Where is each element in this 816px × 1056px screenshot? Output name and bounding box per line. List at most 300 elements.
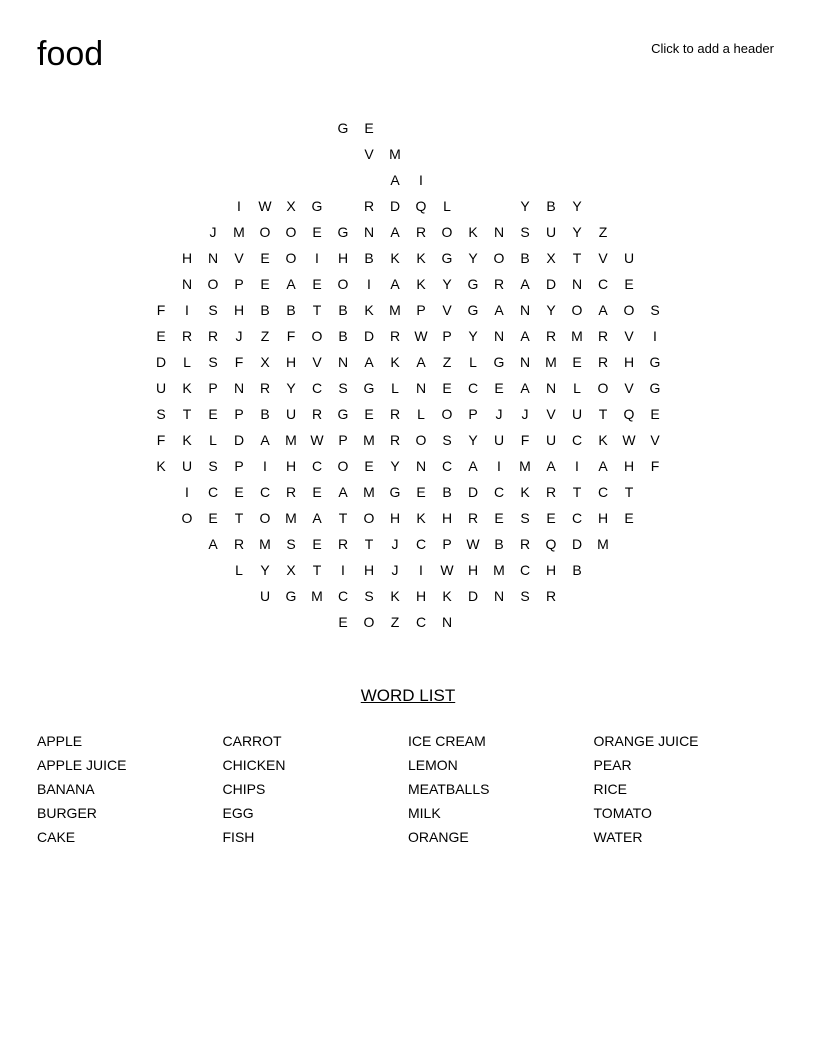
grid-letter: E <box>494 510 504 526</box>
grid-letter: Y <box>572 224 582 240</box>
grid-letter: O <box>493 250 505 266</box>
grid-letter: C <box>571 510 583 526</box>
grid-letter: A <box>390 276 400 292</box>
grid-letter: B <box>494 536 504 552</box>
word-list-item: MEATBALLS <box>408 781 490 797</box>
grid-letter: E <box>312 484 322 500</box>
grid-letter: I <box>341 562 345 578</box>
grid-letter: X <box>546 250 556 266</box>
grid-letter: T <box>338 510 348 526</box>
grid-letter: M <box>571 328 583 344</box>
grid-row <box>148 505 668 531</box>
grid-letter: O <box>337 458 349 474</box>
grid-row <box>148 271 668 297</box>
grid-letter: R <box>389 406 401 422</box>
grid-letter: U <box>493 432 505 448</box>
grid-letter: K <box>442 588 452 604</box>
grid-letter: O <box>285 250 297 266</box>
grid-letter: F <box>286 328 296 344</box>
grid-letter: Z <box>598 224 608 240</box>
grid-letter: J <box>209 224 217 240</box>
grid-row <box>148 453 668 479</box>
grid-letter: C <box>415 614 427 630</box>
grid-letter: R <box>181 328 193 344</box>
grid-letter: G <box>285 588 297 604</box>
grid-letter: T <box>572 484 582 500</box>
grid-letter: Y <box>468 328 478 344</box>
grid-letter: S <box>286 536 296 552</box>
grid-letter: W <box>258 198 272 214</box>
grid-letter: K <box>390 354 400 370</box>
grid-letter: C <box>311 380 323 396</box>
grid-letter: C <box>207 484 219 500</box>
grid-letter: O <box>571 302 583 318</box>
grid-letter: N <box>441 614 453 630</box>
grid-row <box>148 427 668 453</box>
grid-letter: A <box>208 536 218 552</box>
grid-letter: P <box>468 406 478 422</box>
word-list-item: CAKE <box>37 829 76 845</box>
grid-letter: H <box>623 354 635 370</box>
word-list-item: BANANA <box>37 781 95 797</box>
grid-letter: O <box>337 276 349 292</box>
grid-letter: T <box>598 406 608 422</box>
grid-letter: K <box>156 458 166 474</box>
grid-letter: T <box>312 302 322 318</box>
grid-row <box>148 141 668 167</box>
word-list-item: EGG <box>222 805 254 821</box>
grid-row <box>148 479 668 505</box>
grid-letter: E <box>494 380 504 396</box>
grid-letter: M <box>389 146 401 162</box>
grid-letter: H <box>181 250 193 266</box>
word-list-item: ORANGE JUICE <box>593 733 699 749</box>
grid-letter: K <box>182 380 192 396</box>
grid-letter: R <box>259 380 271 396</box>
grid-letter: K <box>364 302 374 318</box>
grid-letter: N <box>415 458 427 474</box>
grid-letter: E <box>624 276 634 292</box>
grid-letter: A <box>390 172 400 188</box>
grid-letter: S <box>650 302 660 318</box>
grid-letter: S <box>364 588 374 604</box>
grid-letter: K <box>468 224 478 240</box>
grid-letter: V <box>234 250 244 266</box>
grid-letter: I <box>185 484 189 500</box>
word-search-grid <box>148 115 668 635</box>
grid-letter: A <box>338 484 348 500</box>
grid-letter: O <box>441 406 453 422</box>
grid-letter: O <box>597 380 609 396</box>
grid-letter: R <box>545 484 557 500</box>
grid-letter: B <box>572 562 582 578</box>
grid-letter: I <box>653 328 657 344</box>
grid-letter: C <box>311 458 323 474</box>
grid-letter: B <box>546 198 556 214</box>
grid-letter: E <box>546 510 556 526</box>
grid-letter: J <box>235 328 243 344</box>
grid-row <box>148 401 668 427</box>
word-list <box>37 729 779 849</box>
grid-letter: I <box>185 302 189 318</box>
grid-letter: O <box>181 510 193 526</box>
grid-letter: R <box>337 536 349 552</box>
grid-letter: B <box>364 250 374 266</box>
grid-letter: U <box>545 432 557 448</box>
grid-letter: N <box>337 354 349 370</box>
grid-letter: M <box>519 458 531 474</box>
grid-letter: Q <box>415 198 427 214</box>
grid-letter: R <box>519 536 531 552</box>
word-list-item: TOMATO <box>593 805 652 821</box>
grid-letter: Y <box>572 198 582 214</box>
grid-letter: E <box>442 380 452 396</box>
grid-letter: T <box>624 484 634 500</box>
grid-letter: K <box>598 432 608 448</box>
grid-letter: F <box>520 432 530 448</box>
grid-letter: E <box>650 406 660 422</box>
grid-letter: Y <box>468 250 478 266</box>
grid-letter: L <box>443 198 451 214</box>
grid-letter: G <box>337 120 349 136</box>
grid-letter: P <box>442 328 452 344</box>
grid-letter: N <box>493 224 505 240</box>
grid-letter: N <box>545 380 557 396</box>
grid-letter: K <box>416 510 426 526</box>
grid-letter: H <box>545 562 557 578</box>
grid-letter: D <box>155 354 167 370</box>
grid-letter: Y <box>546 302 556 318</box>
grid-letter: H <box>337 250 349 266</box>
grid-letter: N <box>181 276 193 292</box>
grid-letter: A <box>468 458 478 474</box>
grid-letter: M <box>233 224 245 240</box>
grid-letter: N <box>571 276 583 292</box>
grid-letter: N <box>519 302 531 318</box>
grid-letter: D <box>571 536 583 552</box>
grid-letter: Y <box>520 198 530 214</box>
grid-letter: L <box>183 354 191 370</box>
word-list-item: APPLE JUICE <box>37 757 127 773</box>
grid-letter: C <box>467 380 479 396</box>
word-list-column <box>408 729 594 849</box>
grid-row <box>148 219 668 245</box>
grid-letter: W <box>414 328 428 344</box>
grid-letter: G <box>311 198 323 214</box>
grid-letter: E <box>624 510 634 526</box>
grid-letter: A <box>494 302 504 318</box>
grid-letter: O <box>363 614 375 630</box>
grid-letter: R <box>207 328 219 344</box>
grid-letter: I <box>263 458 267 474</box>
grid-row <box>148 531 668 557</box>
grid-letter: R <box>467 510 479 526</box>
grid-letter: V <box>624 328 634 344</box>
grid-letter: E <box>338 614 348 630</box>
grid-letter: Y <box>468 432 478 448</box>
grid-letter: G <box>363 380 375 396</box>
grid-letter: H <box>285 354 297 370</box>
grid-letter: S <box>520 224 530 240</box>
grid-letter: D <box>545 276 557 292</box>
grid-letter: M <box>363 484 375 500</box>
grid-letter: H <box>363 562 375 578</box>
grid-letter: O <box>207 276 219 292</box>
grid-letter: O <box>363 510 375 526</box>
grid-letter: Y <box>260 562 270 578</box>
grid-letter: M <box>311 588 323 604</box>
grid-letter: M <box>259 536 271 552</box>
grid-letter: E <box>312 276 322 292</box>
grid-letter: M <box>493 562 505 578</box>
grid-letter: U <box>155 380 167 396</box>
word-list-item: CHICKEN <box>222 757 286 773</box>
grid-letter: C <box>597 276 609 292</box>
grid-letter: P <box>234 458 244 474</box>
word-list-column <box>223 729 409 849</box>
grid-letter: T <box>572 250 582 266</box>
grid-letter: A <box>598 302 608 318</box>
word-list-item: WATER <box>593 829 643 845</box>
grid-letter: G <box>649 354 661 370</box>
grid-letter: Z <box>260 328 270 344</box>
grid-row <box>148 167 668 193</box>
word-list-item: RICE <box>593 781 627 797</box>
grid-letter: R <box>415 224 427 240</box>
page-title: food <box>37 35 104 73</box>
word-list-title: WORD LIST <box>360 686 456 705</box>
grid-row <box>148 297 668 323</box>
grid-letter: F <box>156 302 166 318</box>
grid-letter: P <box>208 380 218 396</box>
word-list-column <box>594 729 780 849</box>
grid-letter: L <box>209 432 217 448</box>
word-list-item: PEAR <box>593 757 632 773</box>
grid-letter: F <box>156 432 166 448</box>
word-list-item: CHIPS <box>222 781 266 797</box>
grid-letter: O <box>623 302 635 318</box>
grid-letter: W <box>310 432 324 448</box>
grid-letter: K <box>390 588 400 604</box>
grid-letter: L <box>417 406 425 422</box>
grid-letter: S <box>520 510 530 526</box>
grid-row <box>148 245 668 271</box>
grid-letter: P <box>338 432 348 448</box>
grid-letter: G <box>337 224 349 240</box>
grid-letter: X <box>286 198 296 214</box>
grid-letter: J <box>521 406 529 422</box>
grid-letter: G <box>649 380 661 396</box>
grid-letter: B <box>260 406 270 422</box>
grid-letter: E <box>312 224 322 240</box>
grid-row <box>148 557 668 583</box>
grid-letter: E <box>416 484 426 500</box>
grid-letter: C <box>259 484 271 500</box>
grid-letter: V <box>624 380 634 396</box>
grid-letter: O <box>415 432 427 448</box>
grid-letter: U <box>571 406 583 422</box>
grid-letter: Y <box>442 276 452 292</box>
word-list-item: CARROT <box>222 733 282 749</box>
grid-letter: J <box>495 406 503 422</box>
grid-letter: O <box>441 224 453 240</box>
grid-letter: E <box>364 458 374 474</box>
grid-letter: R <box>311 406 323 422</box>
grid-letter: D <box>363 328 375 344</box>
grid-letter: A <box>520 328 530 344</box>
word-list-item: MILK <box>408 805 441 821</box>
grid-letter: V <box>364 146 374 162</box>
grid-letter: K <box>416 250 426 266</box>
grid-letter: D <box>233 432 245 448</box>
grid-letter: R <box>597 354 609 370</box>
grid-letter: O <box>259 224 271 240</box>
grid-letter: Y <box>390 458 400 474</box>
grid-letter: V <box>312 354 322 370</box>
grid-letter: C <box>571 432 583 448</box>
grid-letter: S <box>520 588 530 604</box>
grid-letter: X <box>260 354 270 370</box>
grid-row <box>148 349 668 375</box>
grid-letter: M <box>285 510 297 526</box>
grid-letter: H <box>467 562 479 578</box>
grid-letter: A <box>416 354 426 370</box>
grid-letter: S <box>208 354 218 370</box>
grid-letter: G <box>467 276 479 292</box>
grid-letter: I <box>315 250 319 266</box>
grid-letter: N <box>493 328 505 344</box>
grid-letter: Z <box>442 354 452 370</box>
grid-row <box>148 609 668 635</box>
word-list-item: ORANGE <box>408 829 469 845</box>
grid-letter: L <box>391 380 399 396</box>
grid-letter: O <box>259 510 271 526</box>
grid-letter: C <box>493 484 505 500</box>
grid-letter: U <box>285 406 297 422</box>
word-list-column <box>37 729 223 849</box>
grid-letter: M <box>389 302 401 318</box>
grid-letter: U <box>181 458 193 474</box>
grid-letter: D <box>467 484 479 500</box>
grid-letter: E <box>208 510 218 526</box>
grid-letter: I <box>419 172 423 188</box>
word-list-item: BURGER <box>37 805 97 821</box>
grid-letter: A <box>260 432 270 448</box>
grid-letter: I <box>367 276 371 292</box>
grid-letter: R <box>389 432 401 448</box>
grid-letter: H <box>623 458 635 474</box>
grid-letter: C <box>441 458 453 474</box>
grid-letter: G <box>467 302 479 318</box>
word-list-item: ICE CREAM <box>408 733 486 749</box>
grid-letter: P <box>234 406 244 422</box>
grid-letter: L <box>469 354 477 370</box>
grid-letter: S <box>208 302 218 318</box>
grid-row <box>148 193 668 219</box>
grid-letter: G <box>441 250 453 266</box>
grid-letter: V <box>546 406 556 422</box>
grid-letter: W <box>440 562 454 578</box>
grid-letter: T <box>182 406 192 422</box>
grid-letter: E <box>312 536 322 552</box>
grid-letter: S <box>442 432 452 448</box>
grid-letter: Y <box>286 380 296 396</box>
grid-letter: G <box>493 354 505 370</box>
word-list-item: FISH <box>222 829 255 845</box>
grid-letter: N <box>415 380 427 396</box>
grid-letter: B <box>442 484 452 500</box>
grid-letter: A <box>598 458 608 474</box>
grid-letter: V <box>598 250 608 266</box>
grid-letter: P <box>234 276 244 292</box>
grid-letter: C <box>415 536 427 552</box>
grid-letter: T <box>312 562 322 578</box>
grid-letter: A <box>312 510 322 526</box>
grid-letter: I <box>575 458 579 474</box>
grid-letter: M <box>545 354 557 370</box>
grid-letter: A <box>546 458 556 474</box>
grid-letter: W <box>622 432 636 448</box>
grid-letter: A <box>286 276 296 292</box>
grid-letter: H <box>597 510 609 526</box>
grid-letter: H <box>415 588 427 604</box>
grid-letter: H <box>441 510 453 526</box>
grid-letter: R <box>389 328 401 344</box>
grid-letter: O <box>311 328 323 344</box>
grid-letter: C <box>597 484 609 500</box>
grid-letter: L <box>235 562 243 578</box>
grid-letter: M <box>285 432 297 448</box>
grid-letter: E <box>234 484 244 500</box>
grid-letter: H <box>233 302 245 318</box>
grid-letter: R <box>545 328 557 344</box>
grid-letter: K <box>390 250 400 266</box>
grid-letter: B <box>338 302 348 318</box>
grid-letter: K <box>416 276 426 292</box>
grid-letter: A <box>364 354 374 370</box>
grid-letter: Q <box>623 406 635 422</box>
grid-letter: U <box>623 250 635 266</box>
grid-letter: E <box>260 276 270 292</box>
grid-letter: T <box>364 536 374 552</box>
grid-letter: P <box>416 302 426 318</box>
grid-letter: T <box>234 510 244 526</box>
grid-letter: K <box>182 432 192 448</box>
grid-letter: A <box>390 224 400 240</box>
grid-letter: S <box>156 406 166 422</box>
grid-letter: L <box>573 380 581 396</box>
grid-letter: R <box>545 588 557 604</box>
grid-letter: F <box>650 458 660 474</box>
grid-letter: G <box>389 484 401 500</box>
grid-letter: Z <box>390 614 400 630</box>
grid-letter: M <box>597 536 609 552</box>
grid-letter: E <box>208 406 218 422</box>
grid-letter: D <box>389 198 401 214</box>
grid-letter: D <box>467 588 479 604</box>
grid-letter: M <box>363 432 375 448</box>
grid-letter: B <box>338 328 348 344</box>
add-header-placeholder[interactable]: Click to add a header <box>651 41 774 56</box>
grid-letter: H <box>389 510 401 526</box>
grid-letter: G <box>337 406 349 422</box>
grid-letter: E <box>364 120 374 136</box>
grid-letter: B <box>260 302 270 318</box>
grid-letter: J <box>391 536 399 552</box>
grid-letter: H <box>285 458 297 474</box>
grid-letter: E <box>260 250 270 266</box>
grid-letter: N <box>493 588 505 604</box>
